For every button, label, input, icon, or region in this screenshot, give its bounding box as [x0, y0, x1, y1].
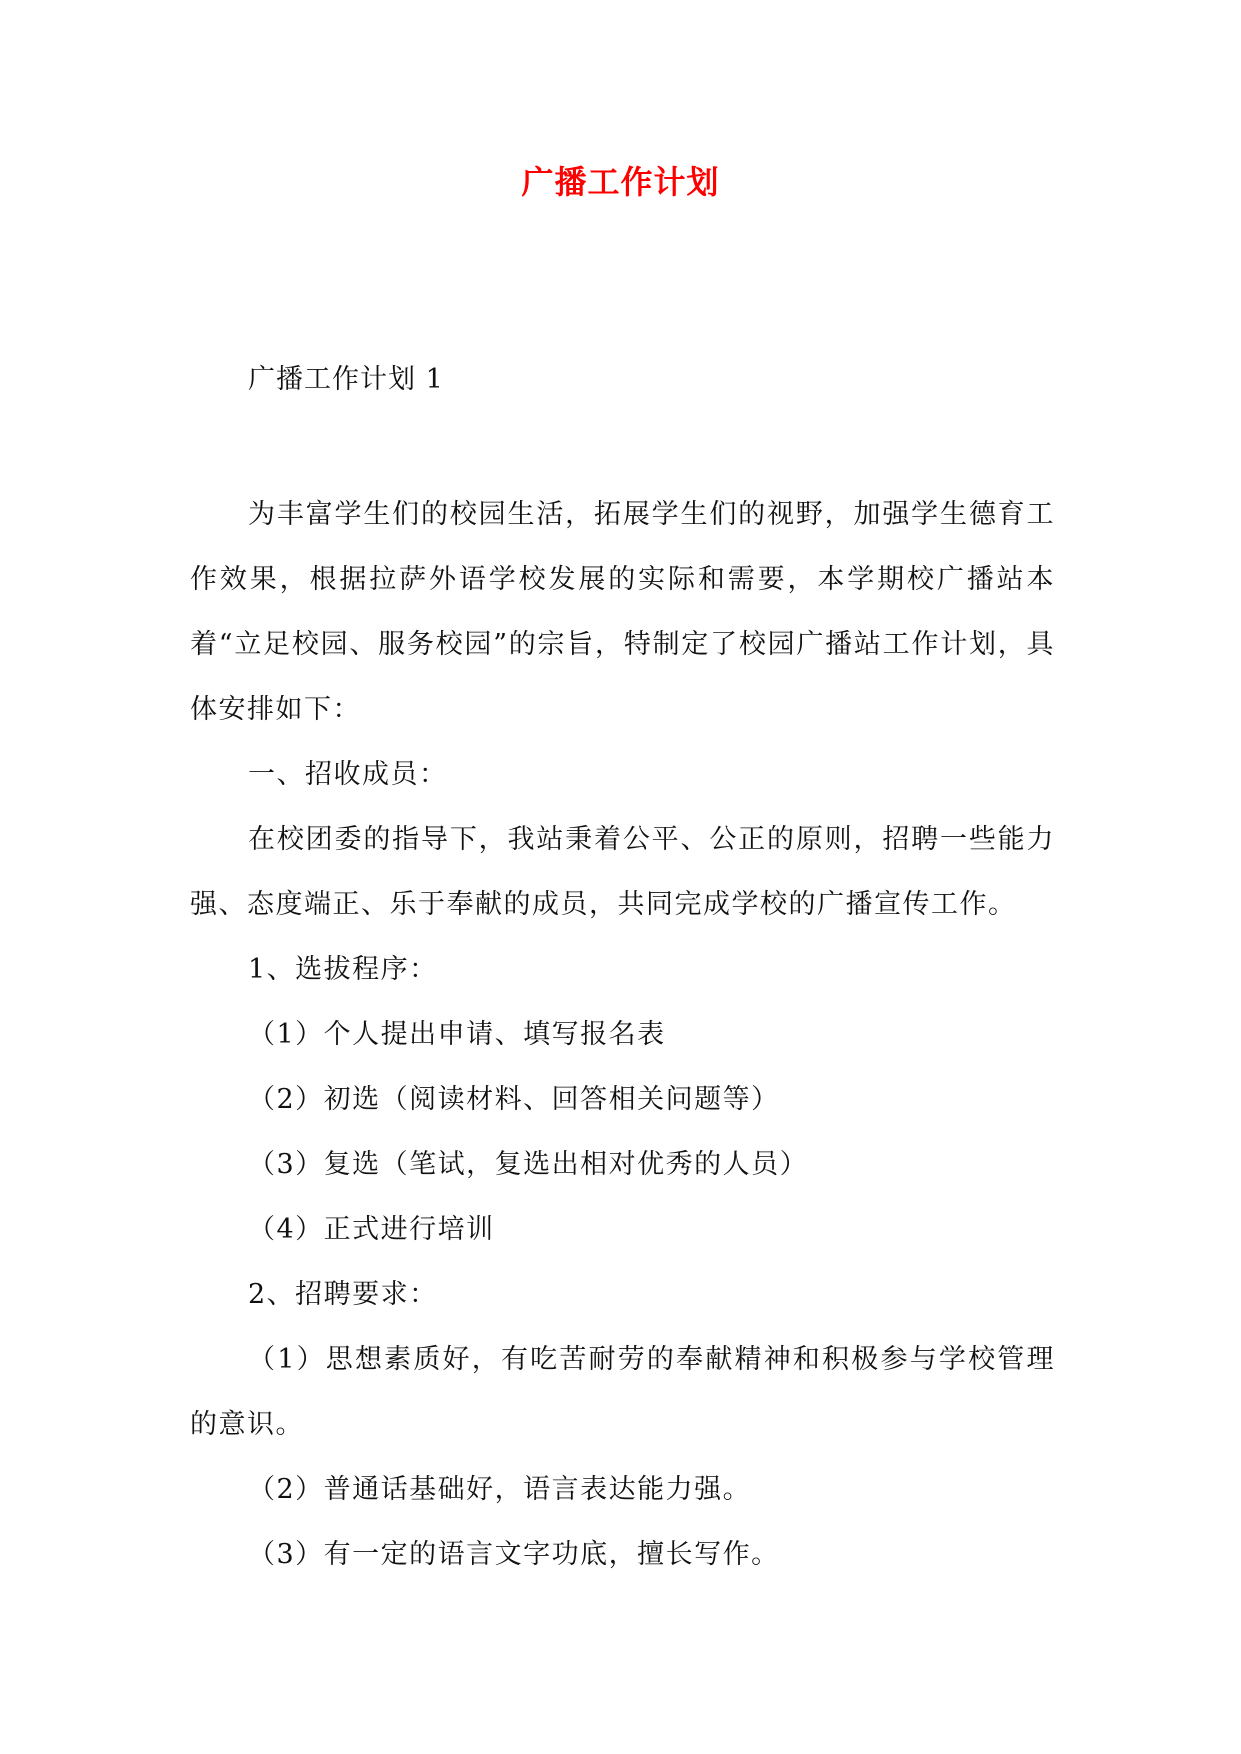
- paragraph-step-3: （3）复选（笔试，复选出相对优秀的人员）: [248, 1149, 809, 1180]
- paragraph-selection-procedure: 1、选拔程序：: [248, 954, 438, 985]
- paragraph-step-1: （1）个人提出申请、填写报名表: [248, 1019, 666, 1050]
- paragraph-requirements-heading: 2、招聘要求：: [248, 1279, 438, 1310]
- section-heading: 广播工作计划 1: [248, 364, 444, 395]
- paragraph-requirement-3: （3）有一定的语言文字功底，擅长写作。: [248, 1539, 780, 1570]
- paragraph-requirement-1: （1）思想素质好，有吃苦耐劳的奉献精神和积极参与学校管理的意识。: [190, 1344, 1055, 1440]
- paragraph-section-1-heading: 一、招收成员：: [248, 759, 448, 790]
- document-title: 广播工作计划: [521, 163, 720, 201]
- paragraph-requirement-2: （2）普通话基础好，语言表达能力强。: [248, 1474, 752, 1505]
- paragraph-step-4: （4）正式进行培训: [248, 1214, 495, 1245]
- paragraph-step-2: （2）初选（阅读材料、回答相关问题等）: [248, 1084, 780, 1115]
- document-body: [190, 482, 1055, 1587]
- paragraph-recruitment: 在校团委的指导下，我站秉着公平、公正的原则，招聘一些能力强、态度端正、乐于奉献的成员，共同完成学校的广播宣传工作。: [190, 824, 1055, 920]
- paragraph-intro: 为丰富学生们的校园生活，拓展学生们的视野，加强学生德育工作效果，根据拉萨外语学校发展的实际和需要，本学期校广播站本着“立足校园、服务校园”的宗旨，特制定了校园广播站工作计划，具体安排如下：: [190, 499, 1055, 725]
